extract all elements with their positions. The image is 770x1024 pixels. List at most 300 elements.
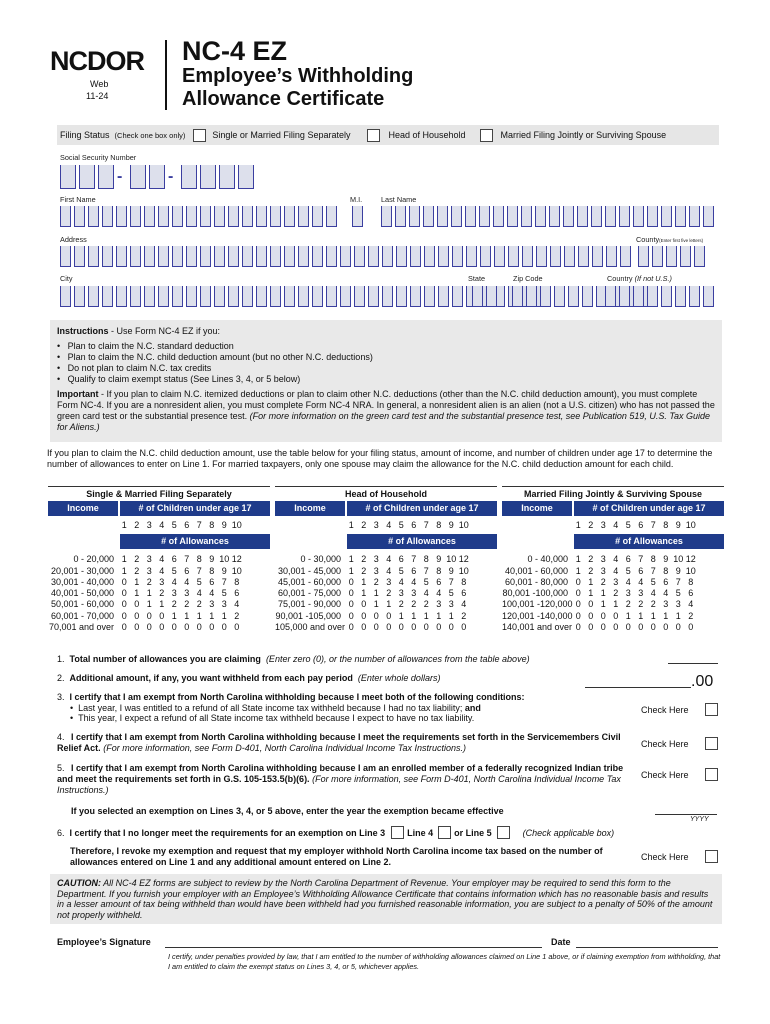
table-row bbox=[275, 566, 497, 577]
table-row bbox=[275, 577, 497, 588]
line-6-therefore: Therefore, I revoke my exemption and request that my employer withhold North Carolina income tax based on the number of allowances entered on Line 1 and any additional amount entered on Line 2. bbox=[70, 846, 603, 867]
table-row bbox=[275, 611, 497, 622]
yyyy-label: YYYY bbox=[690, 816, 709, 823]
allowance-value: 0 bbox=[575, 610, 581, 621]
allowance-value: 9 bbox=[221, 565, 227, 576]
income-range: 0 - 40,000 bbox=[527, 554, 568, 565]
children-count: 4 bbox=[613, 520, 619, 530]
allowance-value: 0 bbox=[348, 588, 354, 599]
line-2: 2. Additional amount, if any, you want withheld from each pay period (Enter whole dollars) bbox=[57, 673, 441, 683]
children-count: 3 bbox=[373, 520, 379, 530]
allowance-value: 4 bbox=[159, 554, 165, 565]
allowance-value: 3 bbox=[638, 588, 644, 599]
allowance-value: 0 bbox=[386, 610, 392, 621]
allowance-value: 2 bbox=[411, 599, 417, 610]
allowance-value: 0 bbox=[688, 622, 694, 633]
web-label: Web bbox=[90, 79, 109, 89]
income-header: Income bbox=[275, 501, 345, 516]
allowance-value: 2 bbox=[134, 554, 140, 565]
allowance-value: 2 bbox=[361, 565, 367, 576]
allowance-value: 0 bbox=[575, 576, 581, 587]
allowance-value: 7 bbox=[638, 554, 644, 565]
allowance-value: 3 bbox=[184, 588, 190, 599]
allowance-value: 5 bbox=[423, 576, 429, 587]
children-header: # of Children under age 17 bbox=[120, 501, 270, 516]
allowance-value: 9 bbox=[448, 565, 454, 576]
allowance-value: 3 bbox=[159, 576, 165, 587]
allowance-value: 8 bbox=[436, 565, 442, 576]
country-label: Country (If not U.S.) bbox=[607, 274, 672, 283]
line-3-checkbox[interactable] bbox=[705, 703, 718, 716]
line-4-checkbox[interactable] bbox=[705, 737, 718, 750]
ncdor-logo: NCDOR bbox=[50, 46, 144, 76]
allowance-value: 12 bbox=[685, 554, 696, 565]
allowance-value: 2 bbox=[184, 599, 190, 610]
line-6-line4-checkbox[interactable] bbox=[438, 826, 451, 839]
income-range: 40,001 - 50,000 bbox=[50, 588, 114, 599]
allowance-value: 0 bbox=[209, 622, 215, 633]
allowance-value: 3 bbox=[448, 599, 454, 610]
form-id: NC-4 EZ bbox=[182, 36, 288, 66]
allowance-value: 0 bbox=[348, 599, 354, 610]
children-header: # of Children under age 17 bbox=[347, 501, 497, 516]
allowance-value: 8 bbox=[423, 554, 429, 565]
allowance-value: 2 bbox=[398, 599, 404, 610]
allowance-value: 0 bbox=[196, 622, 202, 633]
allowance-value: 4 bbox=[423, 588, 429, 599]
zip-label: Zip Code bbox=[513, 274, 543, 283]
line-5: 5. I certify that I am exempt from North Carolina withholding because I am an enrolled member of a federally recognized Indian tribe and meet the requirements set forth in G.S. 105-153.5(b)(6). (For more information, see Form D-401, North Carolina Individual Income Tax Instructions.) bbox=[57, 763, 624, 795]
allowance-value: 4 bbox=[411, 576, 417, 587]
instructions-intro: - Use Form NC-4 EZ if you: bbox=[108, 326, 221, 336]
allowance-value: 2 bbox=[588, 554, 594, 565]
children-count: 10 bbox=[458, 520, 469, 530]
children-count: 9 bbox=[448, 520, 454, 530]
mi-label: M.I. bbox=[350, 195, 363, 204]
children-count: 7 bbox=[650, 520, 656, 530]
children-count: 5 bbox=[398, 520, 404, 530]
line-2-cents: .00 bbox=[691, 673, 714, 690]
allowance-value: 4 bbox=[688, 599, 694, 610]
allowance-value: 6 bbox=[663, 576, 669, 587]
allowance-value: 4 bbox=[209, 588, 215, 599]
important-note: Important - If you plan to claim N.C. itemized deductions or plan to claim other N.C. deductions (other than the N.C. child deduction amount), you must complete Form NC-4. If you are a nonresident alien, you must complete Form NC-4 NRA. In general, a nonresident alien is an alien (not a U.S. citizen) who has not passed the green card test or the substantial presence test. (For more information on the green card test and the substantial presence test, see Publication 519, U.S. Tax Guide for Aliens.) bbox=[57, 389, 715, 432]
state-label: State bbox=[468, 274, 486, 283]
allowance-value: 6 bbox=[461, 588, 467, 599]
allowance-value: 7 bbox=[184, 554, 190, 565]
table-row bbox=[502, 566, 724, 577]
children-count: 8 bbox=[663, 520, 669, 530]
allowance-value: 0 bbox=[159, 622, 165, 633]
allowance-value: 0 bbox=[373, 622, 379, 633]
allowance-value: 1 bbox=[386, 599, 392, 610]
allowance-value: 0 bbox=[373, 610, 379, 621]
allowance-value: 2 bbox=[638, 599, 644, 610]
allowance-value: 1 bbox=[675, 610, 681, 621]
allowance-value: 1 bbox=[575, 565, 581, 576]
filing-status-mfj-label: Married Filing Jointly or Surviving Spouse bbox=[500, 130, 667, 140]
allowance-value: 6 bbox=[398, 554, 404, 565]
table-row bbox=[502, 577, 724, 588]
table-row bbox=[275, 599, 497, 610]
income-range: 20,001 - 30,000 bbox=[50, 565, 114, 576]
allowance-table bbox=[502, 486, 724, 633]
allowance-value: 7 bbox=[448, 576, 454, 587]
children-count: 5 bbox=[171, 520, 177, 530]
income-range: 30,001 - 45,000 bbox=[277, 565, 341, 576]
allowance-value: 1 bbox=[575, 554, 581, 565]
allowance-value: 6 bbox=[184, 565, 190, 576]
allowance-value: 2 bbox=[688, 610, 694, 621]
county-label: County(Enter first five letters) bbox=[636, 235, 704, 244]
allowance-value: 2 bbox=[386, 588, 392, 599]
country-input[interactable] bbox=[605, 286, 714, 307]
table-row bbox=[48, 577, 270, 588]
children-count: 10 bbox=[685, 520, 696, 530]
table-row bbox=[48, 566, 270, 577]
children-count: 2 bbox=[588, 520, 594, 530]
allowance-value: 0 bbox=[361, 599, 367, 610]
allowance-value: 1 bbox=[638, 610, 644, 621]
filing-status-hoh-label: Head of Household bbox=[388, 130, 466, 140]
income-range: 45,001 - 60,000 bbox=[277, 576, 341, 587]
line-2-input[interactable] bbox=[585, 676, 691, 688]
allowance-table bbox=[48, 486, 270, 633]
allowance-value: 2 bbox=[650, 599, 656, 610]
allowance-value: 6 bbox=[411, 565, 417, 576]
allowance-value: 4 bbox=[613, 565, 619, 576]
allowance-value: 2 bbox=[625, 599, 631, 610]
caution-box: CAUTION: All NC-4 EZ forms are subject to review by the North Carolina Department of Revenue. Your employer may be required to send this form to the Department. If you furnish your employer with an Employee’s Withholding Allowance Certificate that contains information which has no reasonable basis and results in a lesser amount of tax being withheld than would have been withheld had you furnished reasonable information, you are subject to a penalty of 50% of the amount not properly withheld. bbox=[50, 874, 722, 924]
allowance-value: 2 bbox=[588, 565, 594, 576]
allowance-value: 2 bbox=[461, 610, 467, 621]
allowance-value: 0 bbox=[121, 576, 127, 587]
allowance-value: 2 bbox=[234, 610, 240, 621]
allowance-value: 2 bbox=[373, 576, 379, 587]
allowance-value: 3 bbox=[675, 599, 681, 610]
allowance-value: 8 bbox=[663, 565, 669, 576]
allowance-value: 1 bbox=[423, 610, 429, 621]
allowance-value: 1 bbox=[588, 576, 594, 587]
allowance-value: 0 bbox=[638, 622, 644, 633]
allowance-value: 5 bbox=[448, 588, 454, 599]
allowance-value: 1 bbox=[184, 610, 190, 621]
income-header: Income bbox=[48, 501, 118, 516]
allowance-value: 0 bbox=[348, 576, 354, 587]
allowance-value: 0 bbox=[348, 610, 354, 621]
table-row bbox=[502, 588, 724, 599]
allowance-value: 0 bbox=[575, 622, 581, 633]
allowance-value: 10 bbox=[458, 565, 469, 576]
first-name-input[interactable] bbox=[60, 206, 337, 227]
allowance-value: 2 bbox=[361, 554, 367, 565]
allowance-value: 0 bbox=[588, 610, 594, 621]
instruction-bullet: Qualify to claim exempt status (See Lines 3, 4, or 5 below) bbox=[67, 374, 301, 384]
version-label: 11-24 bbox=[86, 91, 109, 101]
instruction-bullet: Do not plan to claim N.C. tax credits bbox=[67, 363, 212, 373]
allowance-value: 6 bbox=[638, 565, 644, 576]
filing-status-hint: (Check one box only) bbox=[114, 130, 186, 140]
allowance-value: 7 bbox=[196, 565, 202, 576]
children-count: 1 bbox=[575, 520, 581, 530]
allowance-value: 1 bbox=[146, 588, 152, 599]
allowance-value: 0 bbox=[600, 622, 606, 633]
children-count: 3 bbox=[600, 520, 606, 530]
allowance-value: 7 bbox=[675, 576, 681, 587]
mi-input[interactable] bbox=[352, 206, 363, 227]
allowance-value: 10 bbox=[231, 565, 242, 576]
children-count: 2 bbox=[361, 520, 367, 530]
table-title: Head of Household bbox=[275, 486, 497, 501]
allowance-value: 3 bbox=[600, 565, 606, 576]
line-5-check-label: Check Here bbox=[641, 770, 689, 780]
allowance-value: 0 bbox=[146, 622, 152, 633]
allowance-value: 0 bbox=[386, 622, 392, 633]
allowance-value: 2 bbox=[423, 599, 429, 610]
allowance-value: 2 bbox=[600, 576, 606, 587]
table-row bbox=[48, 588, 270, 599]
income-range: 70,001 and over bbox=[48, 622, 114, 633]
allowance-value: 10 bbox=[219, 554, 230, 565]
address-label: Address bbox=[60, 235, 87, 244]
allowance-value: 3 bbox=[436, 599, 442, 610]
line-6-check-label: Check Here bbox=[641, 852, 689, 862]
allowance-value: 1 bbox=[650, 610, 656, 621]
allowance-value: 0 bbox=[121, 610, 127, 621]
children-count: 8 bbox=[209, 520, 215, 530]
allowance-value: 0 bbox=[588, 599, 594, 610]
allowance-value: 3 bbox=[373, 554, 379, 565]
allowance-value: 0 bbox=[575, 599, 581, 610]
allowance-value: 5 bbox=[398, 565, 404, 576]
line-6-checkbox[interactable] bbox=[705, 850, 718, 863]
allowance-value: 0 bbox=[234, 622, 240, 633]
city-label: City bbox=[60, 274, 73, 283]
allowance-value: 2 bbox=[613, 588, 619, 599]
children-count: 1 bbox=[348, 520, 354, 530]
allowance-value: 0 bbox=[436, 622, 442, 633]
allowance-value: 9 bbox=[663, 554, 669, 565]
allowance-value: 1 bbox=[436, 610, 442, 621]
instructions-box bbox=[50, 320, 722, 442]
allowance-value: 8 bbox=[461, 576, 467, 587]
instructions-heading: Instructions bbox=[57, 326, 109, 336]
allowance-value: 9 bbox=[675, 565, 681, 576]
children-count: 9 bbox=[675, 520, 681, 530]
allowance-value: 0 bbox=[625, 622, 631, 633]
address-input[interactable] bbox=[60, 246, 631, 267]
allowance-value: 7 bbox=[650, 565, 656, 576]
line-6: 6. I certify that I no longer meet the requirements for an exemption on Line 3 Line 4 or Line 5 (Check applicable box) bbox=[57, 827, 615, 838]
children-count-row bbox=[502, 520, 724, 531]
line-4-check-label: Check Here bbox=[641, 739, 689, 749]
allowance-value: 0 bbox=[675, 622, 681, 633]
allowance-value: 0 bbox=[134, 599, 140, 610]
income-range: 105,000 and over bbox=[275, 622, 346, 633]
allowance-value: 6 bbox=[688, 588, 694, 599]
allowance-value: 0 bbox=[121, 622, 127, 633]
table-row bbox=[275, 554, 497, 565]
allowance-value: 4 bbox=[461, 599, 467, 610]
exemption-year-input[interactable] bbox=[655, 804, 717, 815]
allowance-value: 7 bbox=[411, 554, 417, 565]
instruction-bullet: Plan to claim the N.C. child deduction amount (but no other N.C. deductions) bbox=[67, 352, 373, 362]
allowance-value: 8 bbox=[234, 576, 240, 587]
allowance-value: 1 bbox=[373, 588, 379, 599]
table-row bbox=[48, 611, 270, 622]
children-count: 5 bbox=[625, 520, 631, 530]
allowance-value: 0 bbox=[348, 622, 354, 633]
allowance-value: 3 bbox=[146, 565, 152, 576]
allowance-value: 0 bbox=[121, 588, 127, 599]
signature-certify: I certify, under penalties provided by law, that I am entitled to the number of withholding allowances claimed on Line 1 above, or if claiming exemption from withholding, that I am entitled to claim the exempt status on Lines 3, 4, or 5, whichever applies. bbox=[168, 952, 721, 971]
allowance-value: 5 bbox=[171, 565, 177, 576]
allowance-value: 9 bbox=[436, 554, 442, 565]
allowance-value: 3 bbox=[221, 599, 227, 610]
last-name-input[interactable] bbox=[381, 206, 714, 227]
allowance-value: 9 bbox=[209, 554, 215, 565]
allowance-value: 10 bbox=[446, 554, 457, 565]
allowance-value: 5 bbox=[221, 588, 227, 599]
allowance-value: 1 bbox=[373, 599, 379, 610]
allowance-table bbox=[275, 486, 497, 633]
allowance-value: 12 bbox=[458, 554, 469, 565]
table-row bbox=[48, 599, 270, 610]
allowance-value: 1 bbox=[588, 588, 594, 599]
table-title: Married Filing Jointly & Surviving Spouse bbox=[502, 486, 724, 501]
income-range: 80,001 -100,000 bbox=[502, 588, 568, 599]
allowance-value: 4 bbox=[386, 554, 392, 565]
date-input[interactable] bbox=[576, 936, 718, 948]
county-input[interactable] bbox=[638, 246, 705, 267]
last-name-label: Last Name bbox=[381, 195, 417, 204]
allowance-value: 0 bbox=[361, 622, 367, 633]
allowance-value: 2 bbox=[171, 599, 177, 610]
allowance-value: 8 bbox=[196, 554, 202, 565]
income-range: 100,001 -120,000 bbox=[502, 599, 573, 610]
children-count: 4 bbox=[159, 520, 165, 530]
income-range: 60,001 - 70,000 bbox=[50, 610, 114, 621]
allowance-value: 1 bbox=[121, 565, 127, 576]
allowance-value: 0 bbox=[398, 622, 404, 633]
income-range: 0 - 20,000 bbox=[73, 554, 114, 565]
line-1-input[interactable] bbox=[668, 652, 718, 664]
table-row bbox=[502, 611, 724, 622]
allowance-value: 0 bbox=[146, 610, 152, 621]
line-5-checkbox[interactable] bbox=[705, 768, 718, 781]
table-row bbox=[275, 588, 497, 599]
instructions-list: • Plan to claim the N.C. standard deduction • Plan to claim the N.C. child deduction amount (but no other N.C. deductions) • Do not plan to claim N.C. tax credits • Qualify to claim exempt status (See Lines 3, 4, or 5 below) bbox=[57, 341, 373, 384]
ssn-label: Social Security Number bbox=[60, 153, 137, 162]
filing-status-hoh-checkbox[interactable] bbox=[367, 129, 380, 142]
allowances-header: # of Allowances bbox=[347, 534, 497, 549]
allowance-value: 0 bbox=[411, 622, 417, 633]
line-1: 1. Total number of allowances you are claiming (Enter zero (0), or the number of allowances from the table above) bbox=[57, 654, 530, 664]
first-name-label: First Name bbox=[60, 195, 96, 204]
children-count: 3 bbox=[146, 520, 152, 530]
allowance-value: 0 bbox=[361, 610, 367, 621]
table-row bbox=[48, 622, 270, 633]
allowance-value: 5 bbox=[650, 576, 656, 587]
allowances-header: # of Allowances bbox=[574, 534, 724, 549]
state-input[interactable] bbox=[472, 286, 497, 307]
allowance-value: 3 bbox=[663, 599, 669, 610]
allowance-value: 6 bbox=[209, 576, 215, 587]
allowance-value: 4 bbox=[638, 576, 644, 587]
income-range: 90,001 -105,000 bbox=[275, 610, 341, 621]
allowance-value: 0 bbox=[650, 622, 656, 633]
table-row bbox=[48, 554, 270, 565]
allowance-value: 4 bbox=[436, 588, 442, 599]
allowance-value: 4 bbox=[159, 565, 165, 576]
allowance-value: 1 bbox=[146, 599, 152, 610]
filing-status-mfj-checkbox[interactable] bbox=[480, 129, 493, 142]
allowance-value: 0 bbox=[134, 622, 140, 633]
allowance-value: 0 bbox=[663, 622, 669, 633]
allowance-value: 3 bbox=[613, 576, 619, 587]
line-3-check-label: Check Here bbox=[641, 705, 689, 715]
allowance-value: 8 bbox=[688, 576, 694, 587]
allowance-value: 3 bbox=[411, 588, 417, 599]
children-count: 4 bbox=[386, 520, 392, 530]
allowance-value: 4 bbox=[663, 588, 669, 599]
line-3: 3. I certify that I am exempt from North Carolina withholding because I meet both of the following conditions: • Last year, I was entitled to a refund of all State income tax withheld because I had no tax liability; and • This year, I expect a refund of all State income tax withheld because I expect to have no tax liability. bbox=[57, 692, 525, 723]
allowance-value: 1 bbox=[398, 610, 404, 621]
ssn-input[interactable]: - - bbox=[60, 165, 254, 189]
line-6-line5-checkbox[interactable] bbox=[497, 826, 510, 839]
allowance-value: 8 bbox=[650, 554, 656, 565]
allowance-value: 1 bbox=[348, 565, 354, 576]
allowance-value: 5 bbox=[675, 588, 681, 599]
signature-label: Employee’s Signature bbox=[57, 937, 151, 947]
children-count: 7 bbox=[423, 520, 429, 530]
allowance-value: 0 bbox=[588, 622, 594, 633]
allowance-value: 0 bbox=[613, 610, 619, 621]
children-count: 8 bbox=[436, 520, 442, 530]
allowance-value: 1 bbox=[121, 554, 127, 565]
allowance-value: 1 bbox=[348, 554, 354, 565]
allowance-value: 1 bbox=[448, 610, 454, 621]
children-count: 6 bbox=[638, 520, 644, 530]
filing-status-single-checkbox[interactable] bbox=[193, 129, 206, 142]
children-count: 10 bbox=[231, 520, 242, 530]
table-row bbox=[275, 622, 497, 633]
allowance-value: 5 bbox=[625, 565, 631, 576]
allowance-value: 1 bbox=[134, 588, 140, 599]
allowance-value: 3 bbox=[209, 599, 215, 610]
line-6-line3-checkbox[interactable] bbox=[391, 826, 404, 839]
form-title-1: Employee’s Withholding bbox=[182, 65, 414, 87]
signature-input[interactable] bbox=[165, 936, 542, 948]
allowance-value: 0 bbox=[423, 622, 429, 633]
income-range: 50,001 - 60,000 bbox=[50, 599, 114, 610]
filing-status-section bbox=[57, 125, 719, 145]
allowance-value: 2 bbox=[146, 576, 152, 587]
allowance-value: 0 bbox=[171, 622, 177, 633]
filing-status-single-label: Single or Married Filing Separately bbox=[212, 130, 351, 140]
allowance-value: 12 bbox=[231, 554, 242, 565]
children-count-row bbox=[48, 520, 270, 531]
allowance-value: 3 bbox=[373, 565, 379, 576]
children-count: 1 bbox=[121, 520, 127, 530]
allowance-value: 6 bbox=[171, 554, 177, 565]
allowances-header: # of Allowances bbox=[120, 534, 270, 549]
allowance-value: 2 bbox=[134, 565, 140, 576]
allowance-value: 1 bbox=[209, 610, 215, 621]
allowance-value: 1 bbox=[196, 610, 202, 621]
children-header: # of Children under age 17 bbox=[574, 501, 724, 516]
allowance-value: 3 bbox=[171, 588, 177, 599]
